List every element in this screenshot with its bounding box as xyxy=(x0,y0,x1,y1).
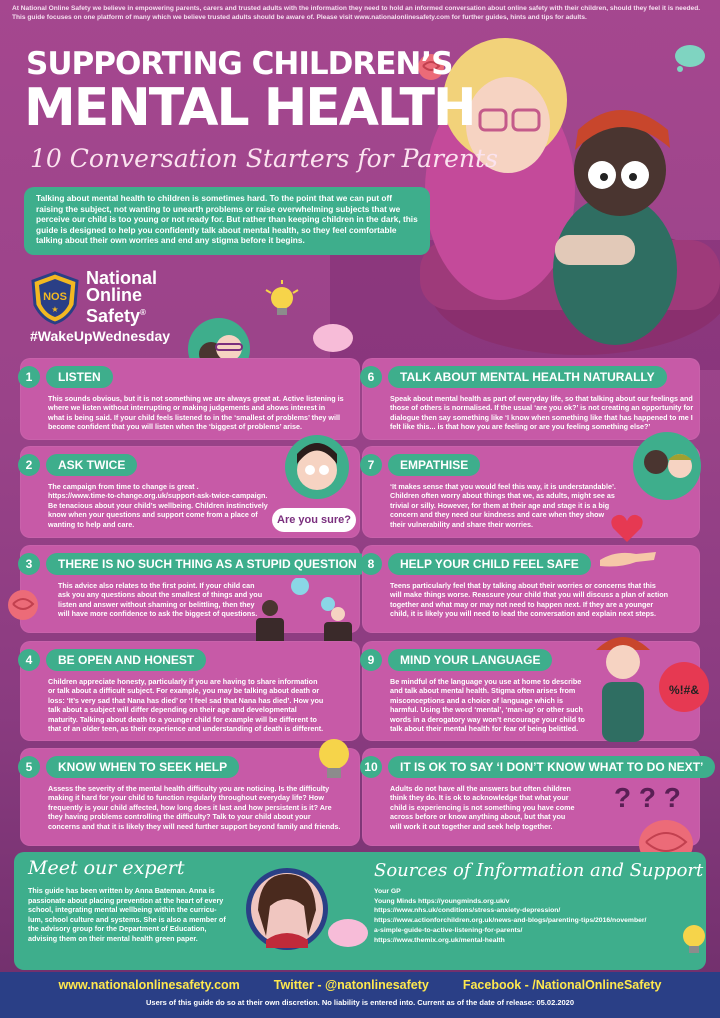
lightbulb-icon xyxy=(676,920,712,960)
brand-name-line1: National xyxy=(86,268,158,288)
title-line-2: MENTAL HEALTH xyxy=(24,78,475,138)
registered-mark: ® xyxy=(140,308,146,317)
tip-title: BE OPEN AND HONEST xyxy=(46,649,206,671)
intro-text: Talking about mental health to children is sometimes hard. To the point that we can put off raising the subject, not wanting to unearth problems or raise overwhelming subjects that we perceive our child is too young or not ready for. But rather than keeping children in the dark, this guide is designed to help you confidently talk about mental health, so they feel comfortable talking about their own worries and end any stigma before it begins. xyxy=(24,187,430,255)
tip-number: 1 xyxy=(18,366,40,388)
brain-illustration xyxy=(6,588,40,622)
sources-title: Sources of Information and Support xyxy=(374,860,704,881)
expert-text: This guide has been written by Anna Bateman. Anna is passionate about placing prevention at the heart of every school, integrating mental wellbeing within the curricu- lum, school culture and systems. She is also a member of the advisory group for the Department of Education, advising them on their mental health green paper. xyxy=(28,886,226,943)
tip-title: MIND YOUR LANGUAGE xyxy=(388,649,552,671)
tip-number: 10 xyxy=(360,756,382,778)
cloud-illustration xyxy=(326,916,370,950)
page-subtitle: 10 Conversation Starters for Parents xyxy=(30,144,498,173)
tip-title: ASK TWICE xyxy=(46,454,137,476)
brand-name xyxy=(86,270,196,325)
tip-card-4 xyxy=(20,641,360,741)
cloud-illustration xyxy=(310,320,356,356)
tip-number: 8 xyxy=(360,553,382,575)
child-avatar-illustration xyxy=(282,432,352,502)
tip-body: The campaign from time to change is great . https://www.time-to-change.org.uk/support-ask-twice-campaign. Be tenacious about your child’s wellbeing. Children instinctively know when your questions and support come from a place of wanting to help and care. xyxy=(48,482,268,529)
sources-list xyxy=(374,887,674,945)
tip-number: 3 xyxy=(18,553,40,575)
tip-body: This advice also relates to the first point. If your child can ask you any questions about the smallest of things and you listen and answer without shaming or belittling, then they will have more confidence to ask the biggest of questions. xyxy=(58,581,263,619)
footer-note: Users of this guide do so at their own discretion. No liability is entered into. Current as of the date of release: 05.02.2020 xyxy=(145,998,575,1007)
facebook-link[interactable]: Facebook - /NationalOnlineSafety xyxy=(462,978,662,992)
tip-body: Children appreciate honesty, particularly if you are having to share information or talk about a difficult subject. For example, you may be talking about death or loss: ‘It’s very sad that Nana has died’ or ‘I feel sad that Nana has died’. How you talk about a subject will differ depending on their age and developmental maturity. Talking about death to a younger child for example will be different to that of an older teen, as their experience and understanding of death is different. xyxy=(48,677,324,734)
hashtag: #WakeUpWednesday xyxy=(30,328,171,344)
tip-number: 5 xyxy=(18,756,40,778)
svg-text:★: ★ xyxy=(51,305,59,314)
tip-card-6 xyxy=(362,358,700,440)
tip-number: 6 xyxy=(360,366,382,388)
thought-cloud-illustration xyxy=(672,42,708,74)
nos-badge-text: NOS xyxy=(43,291,67,303)
expert-photo-avatar xyxy=(244,866,330,952)
footer-links xyxy=(0,978,720,992)
lightbulb-icon xyxy=(314,734,354,784)
brand-name-line3: Safety xyxy=(86,306,141,326)
tip-number: 9 xyxy=(360,649,382,671)
source-item[interactable]: Young Minds https://youngminds.org.uk/v xyxy=(374,897,510,905)
twitter-link[interactable]: Twitter - @natonlinesafety xyxy=(273,978,429,992)
two-children-illustration xyxy=(628,430,706,502)
source-item[interactable]: https://www.actionforchildren.org.uk/news-and-blogs/parenting-tips/2016/november/ xyxy=(374,917,647,925)
tip-title: IT IS OK TO SAY ‘I DON’T KNOW WHAT TO DO NEXT’ xyxy=(388,756,715,778)
website-link[interactable]: www.nationalonlinesafety.com xyxy=(58,978,240,992)
source-item[interactable]: https://www.themix.org.uk/mental-health xyxy=(374,936,505,944)
tip-body: Teens particularly feel that by talking about their worries or concerns that this will make things worse. Reassure your child that you will discuss a plan of action together and what may or may not need to happen next. If they are a younger child, it is likely you will need to lead the conversation and explain next steps. xyxy=(390,581,668,619)
tip-body: Speak about mental health as part of everyday life, so that talking about our feelings and those of others is normalised. If the usual ‘are you ok?’ is not creating an opportunity for dialogue then say something like ‘I know when something like that has happened to me I felt like this... is that how you are feeling or are you feeling something else?’ xyxy=(390,394,694,432)
boy-with-hat-illustration xyxy=(590,624,656,744)
tip-title: LISTEN xyxy=(46,366,113,388)
tip-title: HELP YOUR CHILD FEEL SAFE xyxy=(388,553,591,575)
source-item: Your GP xyxy=(374,888,401,895)
tip-body: ‘It makes sense that you would feel this way, it is understandable’. Children often worry about things that we, as adults, might see as trivial or silly. However, for them at their age and stage it is a big concern and they need our kindness and care when they show their vulnerability and share their worries. xyxy=(390,482,616,529)
expert-title: Meet our expert xyxy=(28,857,185,879)
tip-card-5 xyxy=(20,748,360,846)
angry-face-icon xyxy=(656,660,712,714)
are-you-sure-bubble: Are you sure? xyxy=(272,508,356,532)
tip-title: TALK ABOUT MENTAL HEALTH NATURALLY xyxy=(388,366,667,388)
tip-number: 4 xyxy=(18,649,40,671)
lightbulb-icon xyxy=(262,280,302,320)
tip-body: This sounds obvious, but it is not something we are always great at. Active listening is where we listen without interrupting or making judgements and shows interest in what is being said. If your child feels listened to in the ‘smallest of problems’ they will become confident that you will listen when the ‘biggest of problems’ arise. xyxy=(48,394,344,432)
source-item[interactable]: https://www.nhs.uk/conditions/stress-anxiety-depression/ xyxy=(374,907,561,915)
tip-number: 2 xyxy=(18,454,40,476)
title-line-1: SUPPORTING CHILDREN’S xyxy=(26,46,453,82)
question-marks-illustration: ? ? ? xyxy=(614,782,681,813)
source-item[interactable]: a-simple-guide-to-active-listening-for-parents/ xyxy=(374,926,523,934)
tip-number: 7 xyxy=(360,454,382,476)
tip-body: Assess the severity of the mental health difficulty you are noticing. Is the difficulty making it hard for your child to function regularly throughout everyday life? How frequently is your child affected, how long does it last and how persistent is it? Are they having problems controlling the difficulty? Talk to your child about your concerns and that it is likely they will need further support beyond family and friends. xyxy=(48,784,341,831)
tip-card-1 xyxy=(20,358,360,440)
helping-hand-illustration xyxy=(596,546,660,572)
swear-symbols-text: %!#& xyxy=(668,683,700,697)
tip-body: Adults do not have all the answers but often children think they do. It is ok to acknowledge that what your child is experiencing is not something you have come across before or know anything about, but that you will work it out together and seek help together. xyxy=(390,784,575,831)
tip-title: THERE IS NO SUCH THING AS A STUPID QUESTION xyxy=(46,553,369,575)
brand-name-line2: Online xyxy=(86,285,143,305)
conversation-illustration xyxy=(252,578,362,648)
tip-title: KNOW WHEN TO SEEK HELP xyxy=(46,756,239,778)
heart-icon xyxy=(610,512,644,544)
tip-body: Be mindful of the language you use at home to describe and talk about mental health. Stigma often arises from misconceptions and a choice of language which is harmful. Using the word ‘mental’, ‘man-up’ or other such words in a derogatory way won’t encourage your child to talk about their mental health for fear of being belittled. xyxy=(390,677,585,734)
disclaimer-text: At National Online Safety we believe in empowering parents, carers and trusted adults with the information they need to hold an informed conversation about online safety with their children, should they feel it is needed. This guide focuses on one platform of many which we believe trusted adults should be aware of. Please visit www.nationalonlinesafety.com for further guides, hints and tips for adults. xyxy=(12,5,701,21)
nos-shield-icon xyxy=(30,271,80,325)
tip-title: EMPATHISE xyxy=(388,454,480,476)
